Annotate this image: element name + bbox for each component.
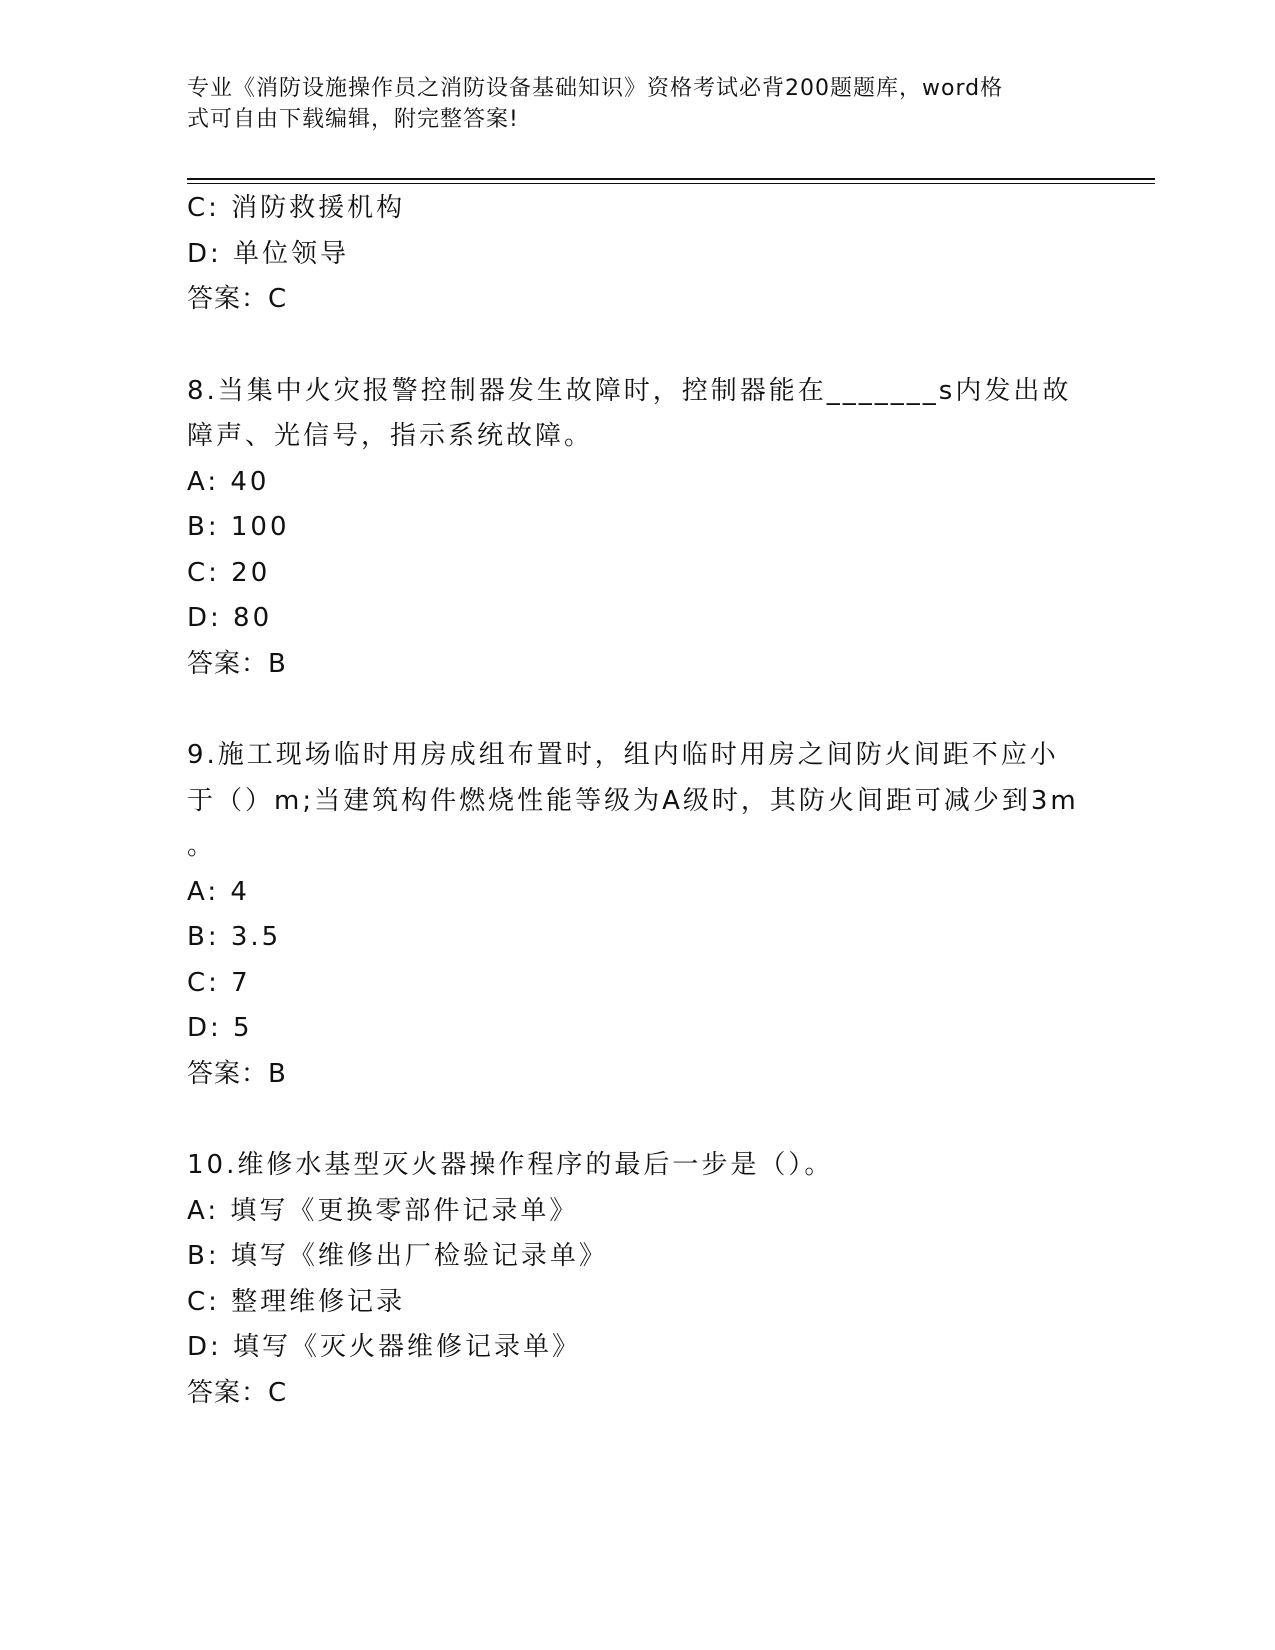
question-10-line-1: 10.维修水基型灭火器操作程序的最后一步是（）。: [187, 1150, 834, 1180]
question-content: [187, 186, 1079, 1416]
question-9-line-2: 于（）m;当建筑构件燃烧性能等级为A级时，其防火间距可减少到3m: [187, 785, 1079, 816]
intro-option-d: D: 单位领导: [187, 238, 350, 269]
question-8-line-2: 障声、光信号，指示系统故障。: [187, 421, 594, 451]
question-8-option-c: C: 20: [187, 557, 271, 588]
section-gap: [187, 1097, 1067, 1143]
question-8-option-a: A: 40: [187, 466, 270, 497]
question-9-option-a: A: 4: [187, 876, 250, 907]
header-line-1: 专业《消防设施操作员之消防设备基础知识》资格考试必背200题题库，word格: [187, 76, 1004, 101]
question-9-option-b: B: 3.5: [187, 922, 282, 952]
intro-answer: 答案：C: [187, 284, 288, 314]
question-10-option-d: D: 填写《灭火器维修记录单》: [187, 1332, 582, 1362]
section-gap: [187, 323, 1067, 369]
question-8-option-d: D: 80: [187, 603, 273, 633]
header-line-2: 式可自由下载编辑，附完整答案!: [187, 107, 519, 132]
question-8: [187, 369, 1072, 688]
section-gap: [187, 687, 1067, 733]
question-8-line-1: 8.当集中火灾报警控制器发生故障时，控制器能在_______s内发出故: [187, 375, 1072, 406]
question-9-line-3: 。: [187, 831, 217, 861]
document-header: [187, 73, 1067, 135]
question-10-answer: 答案：C: [187, 1377, 288, 1408]
question-9-option-c: C: 7: [187, 967, 251, 998]
question-9-answer: 答案：B: [187, 1058, 287, 1089]
question-10-option-a: A: 填写《更换零部件记录单》: [187, 1195, 579, 1226]
question-9: [187, 733, 1079, 1097]
question-8-answer: 答案：B: [187, 648, 287, 679]
question-10-option-b: B: 填写《维修出厂检验记录单》: [187, 1241, 608, 1271]
question-10-option-c: C: 整理维修记录: [187, 1286, 406, 1317]
header-divider-thick: [187, 178, 1155, 180]
question-9-line-1: 9.施工现场临时用房成组布置时，组内临时用房之间防火间距不应小: [187, 740, 1059, 770]
intro-option-c: C: 消防救援机构: [187, 193, 406, 223]
question-8-option-b: B: 100: [187, 512, 290, 542]
question-9-option-d: D: 5: [187, 1013, 253, 1043]
question-10: [187, 1143, 1067, 1416]
header-divider-thin: [187, 183, 1155, 184]
